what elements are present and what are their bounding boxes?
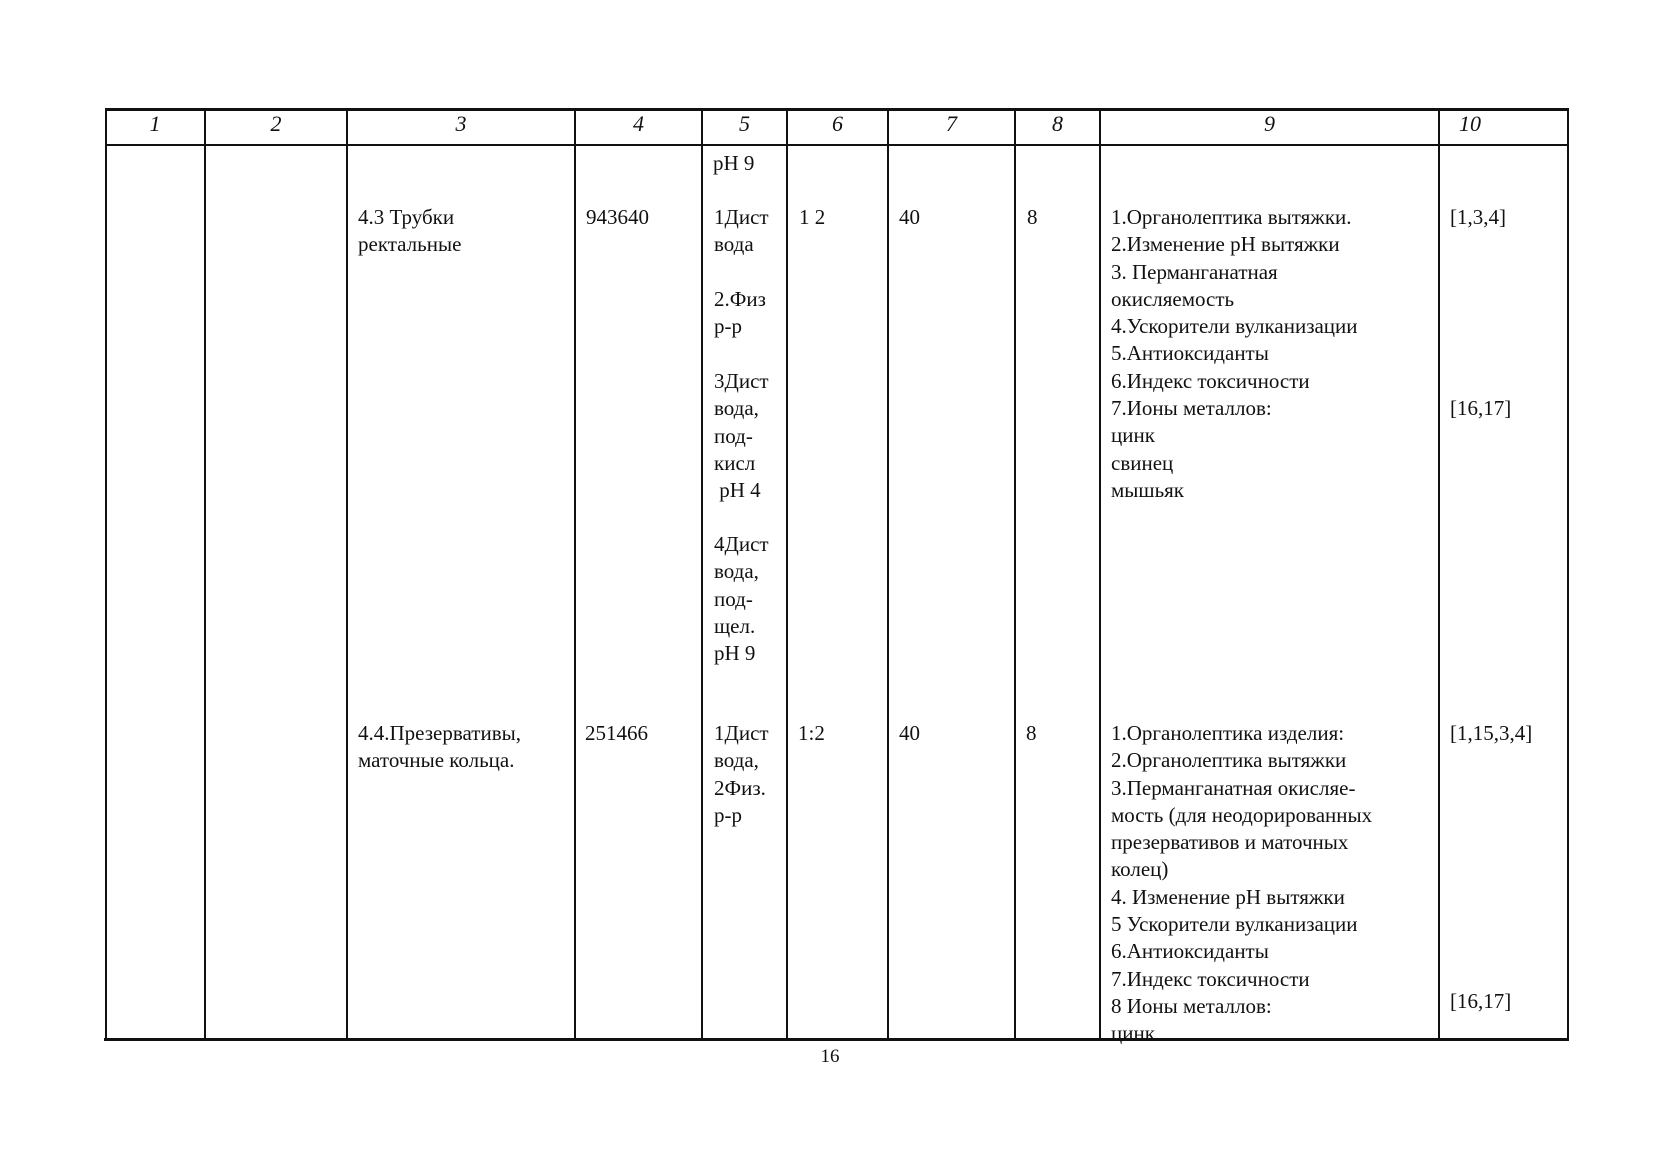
header-col-4: 4	[633, 111, 644, 136]
table-row-duration: 8	[1027, 205, 1038, 229]
header-col-8: 8	[1052, 111, 1063, 136]
table-row-extractant: 1Дист вода	[714, 205, 769, 257]
table-row-refs: [1,3,4]	[1450, 205, 1506, 229]
page-number: 16	[820, 1046, 840, 1067]
table-row-indicators: 1.Органолептика вытяжки. 2.Изменение pH вытяжки 3. Перманганатная окисляемость 4.Ускорители вулканизации 5.Антиоксиданты 6.Индекс токсичности 7.Ионы металлов: цинк свинец мышьяк	[1111, 205, 1358, 502]
header-bottom-border	[106, 144, 1569, 146]
table-row-refs: [16,17]	[1450, 989, 1512, 1013]
table-row-refs: [1,15,3,4]	[1450, 721, 1533, 745]
column-border	[105, 108, 107, 1041]
column-border	[701, 108, 703, 1041]
table-row-extractant: 3Дист вода, под- кисл pH 4	[714, 369, 769, 503]
table-row-extractant: 4Дист вода, под- щел. pH 9	[714, 532, 769, 666]
header-col-5: 5	[739, 111, 750, 136]
table-row-duration: 8	[1026, 721, 1037, 745]
table-row-refs: [16,17]	[1450, 396, 1512, 420]
table-row-code: 251466	[585, 721, 648, 745]
header-col-2: 2	[270, 111, 282, 136]
header-col-3: 3	[455, 111, 467, 136]
carry-over-extractant: pH 9	[713, 151, 755, 175]
column-border	[1567, 108, 1569, 1041]
column-border	[786, 108, 788, 1041]
table-row-name: 4.4.Презервативы, маточные кольца.	[358, 721, 521, 773]
table-row-ratio: 1:2	[798, 721, 825, 745]
column-border	[204, 108, 206, 1041]
column-border	[574, 108, 576, 1041]
column-border	[1014, 108, 1016, 1041]
table-row-extractant: 2.Физ р-р	[714, 287, 766, 339]
table-row-indicators: 1.Органолептика изделия: 2.Органолептика вытяжки 3.Перманганатная окисляе- мость (для неодорированных презервативов и маточных колец) 4. Изменение pH вытяжки 5 Ускорители вулканизации 6.Антиоксиданты 7.Индекс токсичности 8 Ионы металлов: цинк	[1111, 721, 1373, 1046]
table-row-ratio: 1 2	[799, 205, 826, 229]
column-border	[1099, 108, 1101, 1041]
table-row-code: 943640	[586, 205, 649, 229]
header-col-10: 10	[1459, 111, 1481, 136]
table-row-temperature: 40	[899, 205, 920, 229]
column-border	[1438, 108, 1440, 1041]
table-row-temperature: 40	[899, 721, 920, 745]
table-row-extractant: 1Дист вода, 2Физ. р-р	[714, 721, 769, 827]
header-col-7: 7	[946, 111, 957, 136]
header-col-9: 9	[1264, 111, 1275, 136]
header-col-6: 6	[832, 111, 843, 136]
column-border	[346, 108, 348, 1041]
column-border	[887, 108, 889, 1041]
header-col-1: 1	[149, 111, 161, 136]
table-row-name: 4.3 Трубки ректальные	[358, 205, 462, 257]
